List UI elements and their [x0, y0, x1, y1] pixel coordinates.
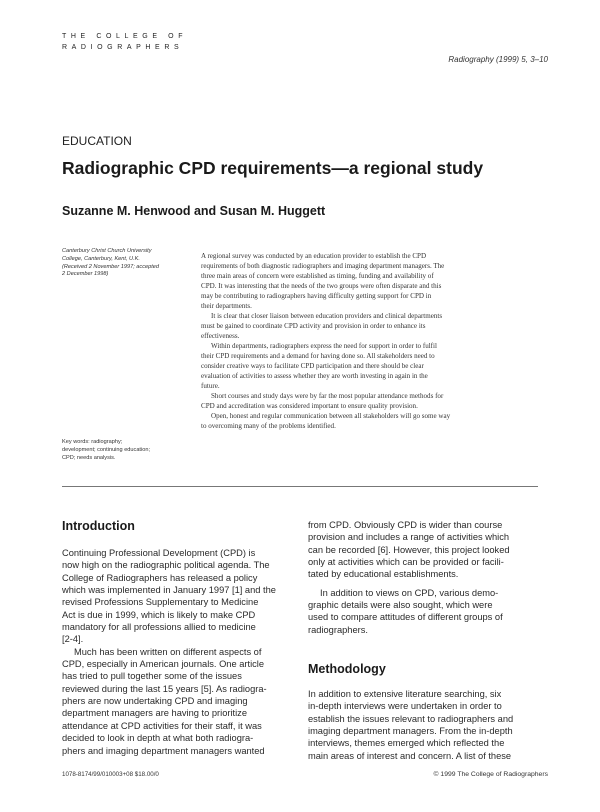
abstract-line: three main areas of concern were established as timing, funding and availability of: [201, 272, 434, 280]
abstract-line: Within departments, radiographers express the need for support in order to fulfil: [211, 342, 437, 350]
footer-copyright: © 1999 The College of Radiographers: [433, 771, 548, 778]
brand-line-2: RADIOGRAPHERS: [62, 44, 184, 51]
abstract-line: evaluation of activities to assess whether they are worth investing in again in the: [201, 372, 428, 380]
abstract-line: CPD and accreditation was considered important to ensure quality provision.: [201, 402, 418, 410]
abstract-line: Open, honest and regular communication between all stakeholders will go some way: [211, 412, 451, 420]
body-line: establish the issues relevant to radiographers and: [308, 713, 514, 724]
journal-reference: Radiography (1999) 5, 3–10: [448, 55, 548, 64]
body-line: interviews, themes emerged which reflected the: [308, 738, 505, 749]
body-line: now high on the radiographic political agenda. The: [62, 560, 270, 571]
body-line: CPD, especially in American journals. One article: [62, 659, 265, 670]
body-line: has tried to pull together some of the issues: [62, 671, 242, 682]
keywords-line: Key words: radiography;: [62, 439, 123, 445]
body-line: In addition to views on CPD, various demo-: [320, 587, 499, 598]
abstract-line: A regional survey was conducted by an education provider to establish the CPD: [201, 252, 427, 260]
keywords-line: development; continuing education;: [62, 447, 151, 453]
body-line: in-depth interviews were undertaken in order to: [308, 701, 502, 712]
body-line: attendance at CPD activities for their staff, it was: [62, 720, 262, 731]
abstract-line: consider creative ways to facilitate CPD participation and there should be clear: [201, 362, 424, 370]
publisher-logo: [62, 31, 187, 53]
body-line: [2-4].: [62, 634, 84, 645]
keywords-line: CPD; needs analysis.: [62, 455, 116, 461]
article-authors: Suzanne M. Henwood and Susan M. Huggett: [62, 204, 326, 218]
body-line: imaging department managers. From the in-depth: [308, 726, 513, 737]
abstract-line: to overcoming many of the problems identified.: [201, 422, 336, 430]
methodology-body: [308, 688, 540, 762]
body-line: College of Radiographers has released a policy: [62, 572, 258, 583]
abstract-line: must be gained to coordinate CPD activity and provision in order to enhance its: [201, 322, 426, 330]
body-line: used to compare attitudes of different groups of: [308, 612, 503, 623]
body-line: only at activities which can be provided or facili-: [308, 557, 504, 568]
keywords-block: [62, 438, 170, 462]
brand-line-1: THE COLLEGE OF: [62, 33, 188, 40]
abstract-line: effectiveness.: [201, 332, 240, 340]
body-line: Much has been written on different aspects of: [74, 646, 262, 657]
affiliation-block: [62, 248, 162, 279]
body-line: phers and imaging department managers wanted: [62, 745, 265, 756]
methodology-heading: Methodology: [308, 662, 386, 676]
abstract-line: may be contributing to radiographers having difficulty getting support for CPD in: [201, 292, 432, 300]
abstract-line: future.: [201, 382, 220, 390]
abstract-line: Short courses and study days were by far the most popular attendance methods for: [211, 392, 444, 400]
body-line: graphic details were also sought, which were: [308, 600, 493, 611]
affiliation-line: College, Canterbury, Kent, U.K.: [62, 255, 140, 262]
body-line: reviewed during the last 15 years [5]. As radiogra-: [62, 683, 267, 694]
body-line: from CPD. Obviously CPD is wider than course: [308, 520, 503, 530]
abstract: [201, 251, 538, 431]
body-line: Act is due in 1999, which is likely to make CPD: [62, 609, 256, 620]
abstract-line: their departments.: [201, 302, 252, 310]
body-line: which was implemented in January 1997 [1] and the: [62, 585, 276, 596]
abstract-line: CPD. It was interesting that the needs of the two groups were often disparate and this: [201, 282, 442, 290]
abstract-line: It is clear that closer liaison between education providers and clinical departments: [211, 312, 443, 320]
affiliation-line: 2 December 1998): [62, 271, 109, 278]
body-line: phers are now undertaking CPD and imaging: [62, 696, 248, 707]
body-line: In addition to extensive literature searching, six: [308, 689, 502, 699]
body-line: radiographers.: [308, 624, 368, 635]
body-line: can be recorded [6]. However, this project looked: [308, 544, 510, 555]
body-line: Continuing Professional Development (CPD) is: [62, 548, 256, 558]
affiliation-line: (Received 2 November 1997; accepted: [62, 263, 160, 270]
body-line: decided to look in depth at what both radiogra-: [62, 733, 254, 744]
section-divider: [62, 486, 538, 487]
abstract-line: their CPD requirements and a demand for having done so. All stakeholders need to: [201, 352, 435, 360]
abstract-line: requirements of both diagnostic radiographers and imaging department managers. The: [201, 262, 445, 270]
body-line: tated by educational establishments.: [308, 569, 459, 580]
body-line: provision and includes a range of activities which: [308, 532, 510, 543]
body-line: revised Professions Supplementary to Medicine: [62, 597, 259, 608]
introduction-body: [62, 547, 294, 757]
affiliation-line: Canterbury Christ Church University: [62, 248, 152, 254]
right-column-body: [308, 519, 540, 636]
footer-issn: 1078-8174/99/010003+08 $18.00/0: [62, 771, 159, 778]
section-label: EDUCATION: [62, 134, 132, 148]
article-title: Radiographic CPD requirements—a regional study: [62, 158, 484, 178]
body-line: department managers are having to prioritize: [62, 708, 248, 719]
body-line: main areas of interest and concern. A list of these: [308, 750, 512, 761]
introduction-heading: Introduction: [62, 519, 135, 533]
body-line: mandatory for all professions allied to medicine: [62, 622, 256, 633]
